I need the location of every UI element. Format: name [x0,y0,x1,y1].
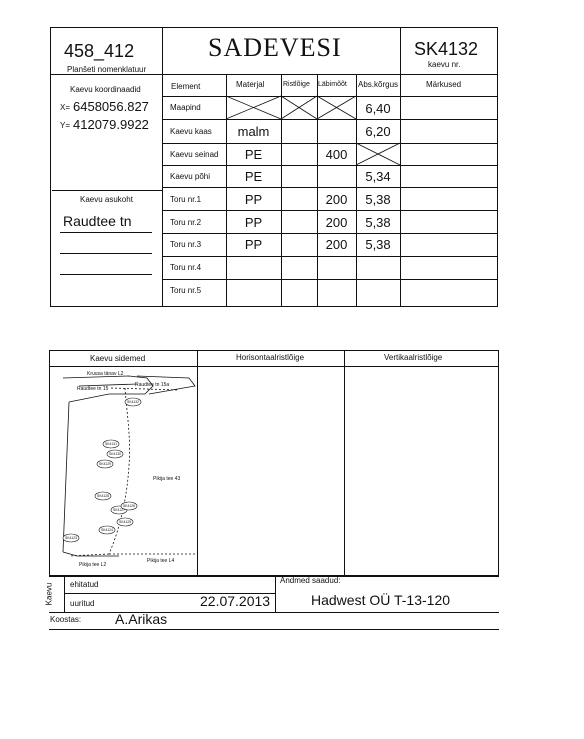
divider [49,576,499,577]
well-label: SK4128 [96,494,110,499]
sheet-code: 458_412 [64,41,135,61]
well-label: SK4125 [118,520,132,525]
horizontal-section-header: Horisontaalristlõige [236,353,305,362]
street-label: Raudtee tn 15 [77,386,109,392]
row-material: PE [244,169,263,184]
data-from-label: Andmed saadud: [280,576,341,585]
page-title: SADEVESI [208,33,342,62]
row-material: PP [244,215,263,230]
coordinates-label: Kaevu koordinaadid [70,85,141,94]
row-height: 5,38 [365,215,391,230]
compiled-value: A.Arikas [115,611,168,627]
well-label: SK4124 [100,528,114,533]
col-header-cross: Ristlõige [283,81,310,88]
col-header-notes: Märkused [426,80,462,89]
street-label: Raudtee tn 15a [135,382,170,388]
data-from-value: Hadwest OÜ T-13-120 [311,592,451,608]
row-element-kaevu-seinad: Kaevu seinad [170,150,219,159]
y-value: 412079.9922 [73,117,149,132]
col-header-height: Abs.kõrgus [358,80,399,89]
row-diameter: 200 [325,215,348,230]
row-element-toru-3: Toru nr.3 [170,240,202,249]
row-element-toru-4: Toru nr.4 [170,263,202,272]
row-material: PP [244,237,263,252]
well-label: SK4132 [126,400,140,405]
row-height: 6,20 [365,124,391,139]
compiled-label: Koostas: [50,615,82,624]
well-number: SK4132 [414,39,479,59]
surveyed-label: uuritud [70,599,95,608]
well-label: SK4131 [104,442,118,447]
well-label: SK4129 [98,462,112,467]
crossed-cells [0,0,584,320]
well-label: SK4127 [112,508,126,513]
col-header-material: Materjal [236,80,265,89]
well-label: SK4123 [64,536,78,541]
connections-header: Kaevu sidemed [90,354,146,363]
row-height: 5,38 [365,237,391,252]
row-material: malm [237,124,270,139]
row-element-kaevu-kaas: Kaevu kaas [170,127,212,136]
street-label: Kruusa tänav L2 [87,371,124,377]
vertical-section-header: Vertikaalristlõige [384,353,443,362]
row-height: 6,40 [365,101,391,116]
divider [344,350,345,576]
y-label: Y= [60,121,71,130]
divider [275,576,276,612]
row-material: PP [244,192,263,207]
col-header-element: Element [171,82,201,91]
row-diameter: 200 [325,237,348,252]
row-height: 5,38 [365,192,391,207]
divider [49,629,499,630]
sheet-code-caption: Planšeti nomenklatuur [67,65,147,74]
surveyed-date: 22.07.2013 [200,593,271,609]
location-label: Kaevu asukoht [80,195,133,204]
built-label: ehitatud [70,580,99,589]
street-label: Pikija tee 43 [153,476,181,482]
row-element-maapind: Maapind [170,103,201,112]
well-label: SK4130 [108,452,122,457]
kaevu-side-label: Kaevu [44,582,54,606]
well-number-caption: kaevu nr. [428,60,461,69]
x-label: X= [60,103,71,112]
street-label: Pikija tee L4 [147,558,175,564]
location-value: Raudtee tn [63,213,132,229]
row-element-toru-2: Toru nr.2 [170,218,202,227]
row-height: 5,34 [365,169,391,184]
row-element-kaevu-pohi: Kaevu põhi [170,172,211,181]
divider [197,350,198,576]
row-element-toru-1: Toru nr.1 [170,195,202,204]
well-label: SK4126 [122,504,136,509]
row-diameter: 200 [325,192,348,207]
divider [64,576,65,612]
street-label: Pikija tee L2 [79,562,107,568]
row-element-toru-5: Toru nr.5 [170,286,202,295]
row-material: PE [244,147,263,162]
site-sketch [49,366,197,576]
col-header-diameter: Läbimõõt [318,81,347,88]
row-diameter: 400 [325,147,348,162]
x-value: 6458056.827 [73,99,149,114]
